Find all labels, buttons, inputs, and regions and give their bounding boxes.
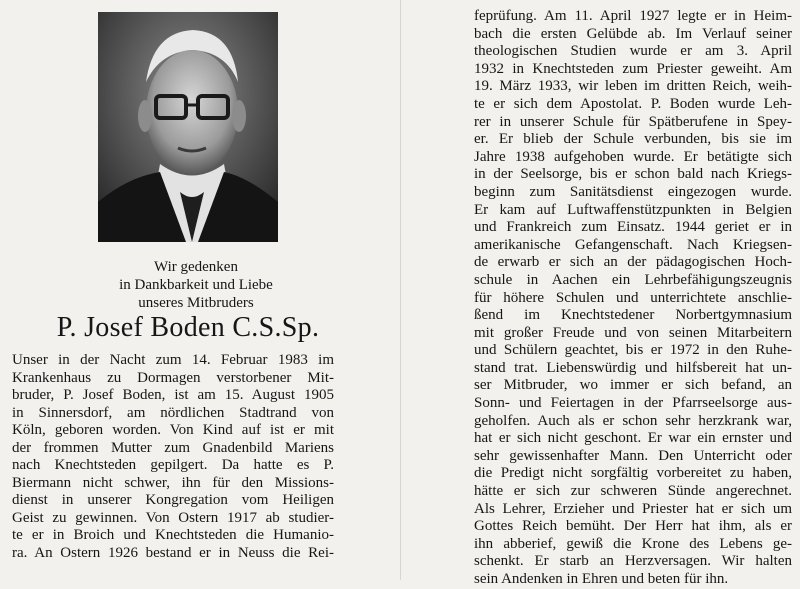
text-line: ra. An Ostern 1926 bestand er in Neuss die Rei- xyxy=(12,544,334,561)
text-line: ßend im Knechtstedener Norbertgymnasium xyxy=(474,307,792,324)
dedication-line: unseres Mitbruders xyxy=(138,295,254,311)
fold-divider xyxy=(400,0,401,580)
text-line: für höhere Schulen und unterrichtete anschlie- xyxy=(474,289,792,306)
text-line: schule in Aachen ein Lehrbefähigungszeugnis xyxy=(474,271,792,288)
text-line: Biermann nicht schwer, ihn für den Missions- xyxy=(12,474,334,491)
text-line: er. Er blieb der Schule verbunden, bis sie im xyxy=(474,131,792,148)
text-line: in der Seelsorge, bis er schon bald nach Kriegs- xyxy=(474,166,792,183)
dedication-line: in Dankbarkeit und Liebe xyxy=(119,277,273,293)
left-page xyxy=(0,0,400,580)
text-line: te er sich dem Apostolat. P. Boden wurde Leh- xyxy=(474,95,792,112)
text-line: mit großer Freude und von seinen Mitarbeitern xyxy=(474,324,792,341)
text-line: te er in Broich und Knechtsteden die Humanio- xyxy=(12,527,334,543)
text-line: de erwarb er sich an der pädagogischen Hoch- xyxy=(474,254,792,271)
text-line: sein Andenken in Ehren und beten für ihn. xyxy=(474,571,729,587)
text-line: ihn abberief, gewiß die Krone des Lebens ge- xyxy=(474,535,792,552)
text-line: der frommen Mutter zum Gnadenbild Mariens xyxy=(12,439,334,456)
text-line: stand trat. Liebenswürdig und hilfsbereit hat un- xyxy=(474,359,792,376)
portrait-photo xyxy=(98,12,278,242)
dedication-line: Wir gedenken xyxy=(154,259,238,275)
text-line: Geist zu gewinnen. Von Ostern 1917 ab studier- xyxy=(12,509,334,526)
portrait-image xyxy=(98,12,278,242)
text-line: 1932 in Knechtsteden zum Priester geweiht. Am xyxy=(474,60,792,77)
text-line: geholfen. Auch als er schon sehr herzkrank war, xyxy=(474,412,792,429)
text-line: 19. März 1933, wir leben im dritten Reich, weih- xyxy=(474,78,792,95)
text-line: ser Mitbruder, wo immer er sich befand, an xyxy=(474,377,792,394)
deceased-name: P. Josef Boden C.S.Sp. xyxy=(56,312,320,343)
text-line: beginn zum Sanitätsdienst eingezogen wurde. xyxy=(474,183,792,200)
text-line: und Frankreich zum Einsatz. 1944 geriet er in xyxy=(474,219,792,236)
biography-right xyxy=(474,8,792,589)
text-line: Sonn- und Feiertagen in der Pfarrseelsorge aus- xyxy=(474,395,792,412)
text-line: rer in unserer Schule für Spätberufene in Spey- xyxy=(474,113,792,130)
text-line: dienst in unserer Kongregation vom Heiligen xyxy=(12,492,334,508)
text-line: Jahre 1938 aufgehoben wurde. Er betätigte sich xyxy=(474,148,792,165)
text-line: die Predigt nicht sorgfältig vorbereitet zu haben, xyxy=(474,465,792,482)
text-line: hätte er sich zur schweren Sünde angerechnet. xyxy=(474,483,792,500)
text-line: Krankenhaus zu Dormagen verstorbener Mit- xyxy=(12,369,334,386)
text-line: hat er sich nicht geschont. Er war ein ernster und xyxy=(474,430,792,447)
text-line: Unser in der Nacht zum 14. Februar 1983 im xyxy=(12,352,334,368)
text-line: und Schülern geachtet, bis er 1972 in den Ruhe- xyxy=(474,342,792,359)
text-line: Als Lehrer, Erzieher und Priester hat er sich um xyxy=(474,500,792,517)
dedication xyxy=(96,258,296,312)
text-line: Er kam auf Luftwaffenstützpunkten in Belgien xyxy=(474,201,792,218)
text-line: bach die ersten Gelübde ab. Im Verlauf seiner xyxy=(474,25,792,42)
text-line: theologischen Studien wurde er am 3. April xyxy=(474,43,792,60)
text-line: Gottes Reich bemüht. Der Herr hat ihm, als er xyxy=(474,518,792,535)
text-line: in Sinnersdorf, am nördlichen Stadtrand von xyxy=(12,404,334,421)
text-line: amerikanische Gefangenschaft. Nach Kriegsen- xyxy=(474,236,792,253)
text-line: bruder, P. Josef Boden, ist am 15. August 1905 xyxy=(12,387,334,403)
text-line: Köln, geboren worden. Von Kind auf ist er mit xyxy=(12,422,334,438)
text-line: sehr gewissenhafter Mann. Den Unterricht oder xyxy=(474,447,792,464)
text-line: nach Knechtsteden gepilgert. Da hatte es P. xyxy=(12,457,334,473)
text-line: schenkt. Er starb an Herzversagen. Wir halten xyxy=(474,553,792,570)
text-line: feprüfung. Am 11. April 1927 legte er in Heim- xyxy=(474,8,792,24)
biography-left xyxy=(12,352,334,562)
